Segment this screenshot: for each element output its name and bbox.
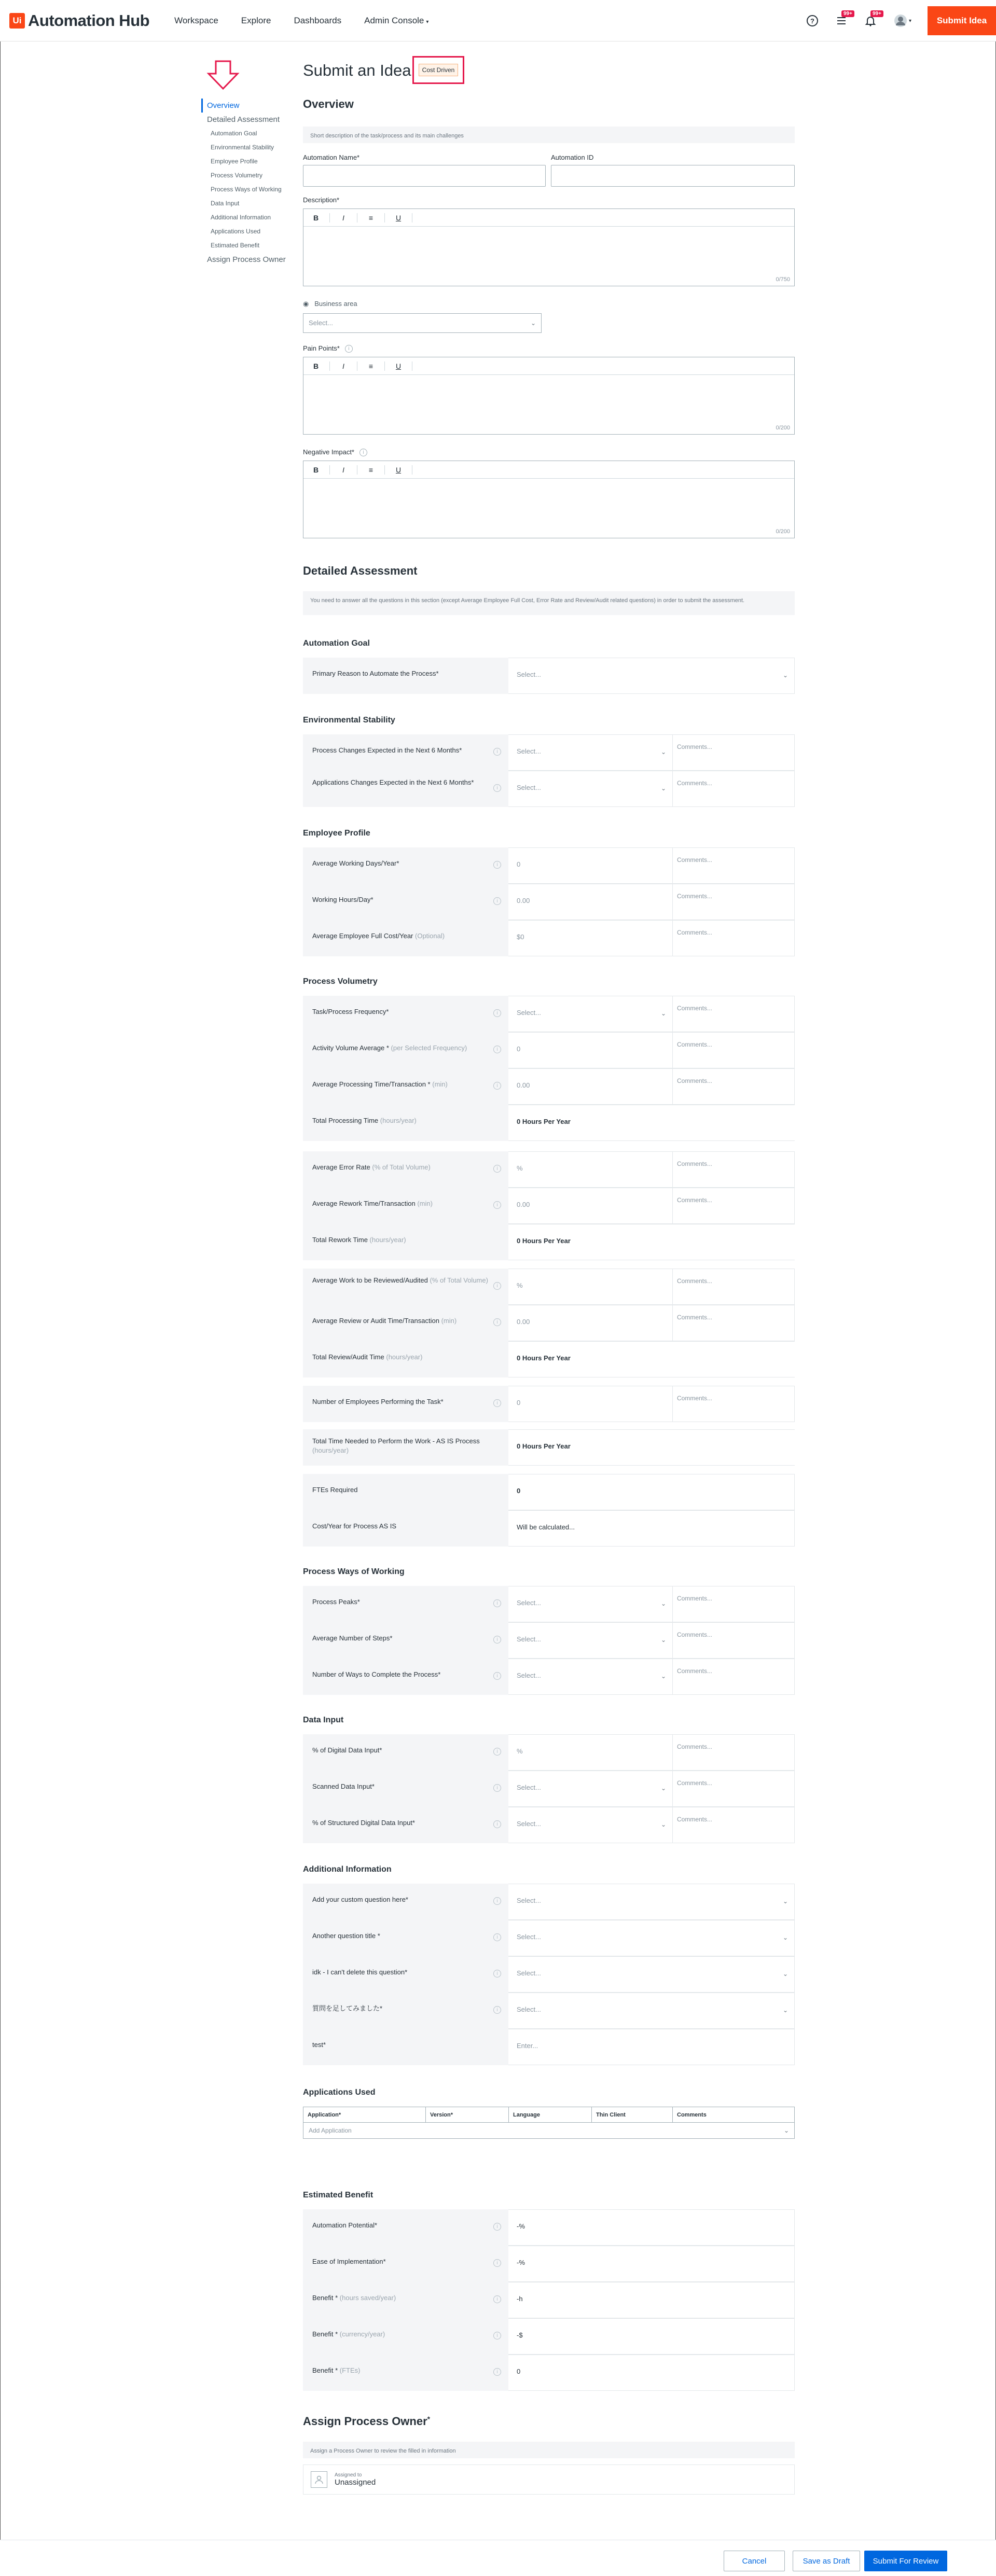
overview-title: Overview (303, 98, 354, 110)
comments-field[interactable]: Comments... (672, 1659, 795, 1695)
footer-bar (0, 2540, 996, 2576)
italic-button[interactable]: I (342, 361, 344, 370)
row-rework-time (303, 1188, 795, 1224)
question-label: idk - I can't delete this question* i (303, 1956, 508, 1993)
info-icon[interactable]: i (493, 2006, 501, 2014)
info-icon[interactable]: i (493, 1672, 501, 1680)
info-icon[interactable]: i (493, 748, 501, 756)
pain-points-editor[interactable] (303, 357, 795, 435)
chevron-down-icon: ⌄ (660, 785, 666, 792)
app-logo[interactable] (9, 11, 149, 30)
ease-implementation-value: -% (508, 2246, 795, 2282)
info-icon[interactable]: i (359, 449, 367, 456)
row-idk-question (303, 1956, 795, 1993)
submit-for-review-button[interactable]: Submit For Review (864, 2551, 947, 2571)
chevron-down-icon: ⌄ (660, 1785, 666, 1792)
question-label: Average Review or Audit Time/Transaction (min) i (303, 1305, 508, 1341)
chevron-down-icon: ⌄ (660, 1010, 666, 1017)
digital-input-field[interactable]: % (508, 1734, 672, 1771)
section-navigation (201, 99, 286, 267)
underline-button[interactable]: U (395, 361, 402, 370)
comments-field[interactable]: Comments... (672, 1386, 795, 1422)
test-question-input[interactable]: Enter... (508, 2029, 795, 2065)
automation-id-label: Automation ID (551, 154, 594, 161)
comments-field[interactable]: Comments... (672, 1068, 795, 1105)
description-counter: 0/750 (776, 276, 790, 283)
comments-field[interactable]: Comments... (672, 1771, 795, 1807)
user-placeholder-icon (311, 2471, 327, 2488)
row-total-review (303, 1341, 795, 1377)
list-button[interactable]: ≡ (368, 465, 374, 474)
question-label: Average Number of Steps* i (303, 1622, 508, 1659)
row-employees (303, 1386, 795, 1422)
cancel-button[interactable]: Cancel (724, 2551, 785, 2571)
sidebar-item-process-volumetry[interactable]: Process Volumetry (211, 172, 263, 179)
nav-dashboards[interactable]: Dashboards (294, 15, 342, 25)
info-icon[interactable]: i (493, 1399, 501, 1407)
info-icon[interactable]: i (493, 1282, 501, 1290)
row-benefit-hours (303, 2282, 795, 2318)
info-icon[interactable]: i (493, 2223, 501, 2231)
group-applications-used: Applications Used (303, 2088, 376, 2097)
structured-input-select[interactable]: Select... ⌄ (508, 1807, 672, 1843)
question-label: Add your custom question here* i (303, 1884, 508, 1920)
question-label: Activity Volume Average * (per Selected Frequency) i (303, 1032, 508, 1068)
svg-text:?: ? (810, 17, 814, 25)
info-icon[interactable]: i (493, 784, 501, 792)
chevron-down-icon: ⌄ (660, 1821, 666, 1828)
row-avg-steps (303, 1622, 795, 1659)
chevron-down-icon: ⌄ (660, 1600, 666, 1607)
underline-button[interactable]: U (395, 213, 402, 222)
info-icon[interactable]: i (493, 1970, 501, 1978)
question-label: Primary Reason to Automate the Process* (303, 658, 508, 694)
ftes-value: 0 (508, 1474, 795, 1510)
help-icon[interactable] (805, 13, 820, 28)
comments-field[interactable]: Comments... (672, 1807, 795, 1843)
info-icon[interactable]: i (493, 1748, 501, 1756)
top-navigation-bar (0, 0, 996, 41)
sidebar-item-automation-goal[interactable]: Automation Goal (211, 130, 257, 137)
negative-impact-toolbar (303, 461, 794, 479)
row-working-hours (303, 884, 795, 920)
comments-field[interactable]: Comments... (672, 1151, 795, 1188)
empty-cell (672, 1429, 795, 1466)
info-icon[interactable]: i (493, 1082, 501, 1090)
idk-question-select[interactable]: Select... ⌄ (508, 1956, 795, 1993)
question-label: Average Employee Full Cost/Year (Optional) (303, 920, 508, 956)
add-application-select[interactable]: Add Application ⌄ (309, 2127, 789, 2134)
column-language: Language (509, 2107, 592, 2122)
nav-explore[interactable]: Explore (241, 15, 271, 25)
question-label: Number of Ways to Complete the Process* i (303, 1659, 508, 1695)
question-label: Cost/Year for Process AS IS (303, 1510, 508, 1547)
column-application: Application* (303, 2107, 426, 2122)
question-label: Average Rework Time/Transaction (min) i (303, 1188, 508, 1224)
chevron-down-icon: ⌄ (782, 672, 788, 679)
comments-field[interactable]: Comments... (672, 847, 795, 884)
ways-complete-select[interactable]: Select... ⌄ (508, 1659, 672, 1695)
nav-admin-console[interactable]: Admin Console ▾ (364, 15, 429, 25)
overview-info: Short description of the task/process and its main challenges (303, 127, 795, 143)
info-icon[interactable]: i (493, 861, 501, 869)
tasks-icon[interactable] (834, 11, 852, 28)
frequency-select[interactable]: Select... ⌄ (508, 996, 672, 1032)
group-process-ways: Process Ways of Working (303, 1567, 405, 1576)
negative-impact-editor[interactable] (303, 461, 795, 538)
review-time-input[interactable]: 0.00 (508, 1305, 672, 1341)
assign-owner-info: Assign a Process Owner to review the filled in information (303, 2442, 795, 2458)
row-custom-question (303, 1884, 795, 1920)
info-icon[interactable]: i (493, 1009, 501, 1017)
page-title: Submit an Idea (303, 61, 411, 79)
jp-question-select[interactable]: Select... ⌄ (508, 1993, 795, 2029)
topbar-actions (805, 0, 996, 41)
pain-points-label: Pain Points* i (303, 344, 353, 353)
benefit-ftes-value: 0 (508, 2355, 795, 2391)
comments-field[interactable]: Comments... (672, 1734, 795, 1771)
question-label: % of Digital Data Input* i (303, 1734, 508, 1771)
process-changes-select[interactable]: Select... ⌄ (508, 734, 672, 771)
description-editor[interactable] (303, 208, 795, 286)
row-ease-implementation (303, 2246, 795, 2282)
sidebar-item-process-ways[interactable]: Process Ways of Working (211, 186, 282, 193)
question-label: Benefit * (FTEs) i (303, 2355, 508, 2391)
question-label: test* (303, 2029, 508, 2065)
chevron-down-icon: ⌄ (782, 1898, 788, 1905)
assigned-to-label: Assigned to (335, 2472, 362, 2478)
sidebar-item-detailed-assessment[interactable]: Detailed Assessment (207, 115, 280, 124)
question-label: Process Changes Expected in the Next 6 Months* i (303, 734, 508, 771)
chevron-down-icon: ⌄ (782, 1934, 788, 1941)
column-thin-client: Thin Client (592, 2107, 673, 2122)
pain-points-counter: 0/200 (776, 425, 790, 431)
row-process-changes (303, 734, 795, 771)
chevron-down-icon: ⌄ (530, 319, 536, 327)
question-label: Average Processing Time/Transaction * (min) i (303, 1068, 508, 1105)
question-label: Number of Employees Performing the Task* i (303, 1386, 508, 1422)
list-button[interactable]: ≡ (368, 361, 374, 370)
comments-field[interactable]: Comments... (672, 771, 795, 807)
question-label: Process Peaks* i (303, 1586, 508, 1622)
comments-field[interactable]: Comments... (672, 996, 795, 1032)
avg-steps-select[interactable]: Select... ⌄ (508, 1622, 672, 1659)
info-icon[interactable]: i (493, 1636, 501, 1644)
italic-button[interactable]: I (342, 213, 344, 222)
sidebar-item-assign-process-owner[interactable]: Assign Process Owner (207, 255, 286, 264)
comments-field[interactable]: Comments... (672, 1269, 795, 1305)
row-processing-time (303, 1068, 795, 1105)
question-label: Total Time Needed to Perform the Work - AS IS Process (hours/year) (303, 1429, 508, 1466)
benefit-currency-value: -$ (508, 2318, 795, 2355)
pain-points-toolbar (303, 357, 794, 375)
info-icon[interactable]: i (493, 1201, 501, 1209)
info-icon[interactable]: i (493, 1318, 501, 1326)
question-label: Total Processing Time (hours/year) (303, 1105, 508, 1141)
eye-icon: ◉ (303, 300, 309, 308)
total-time-value: 0 Hours Per Year (508, 1429, 672, 1466)
row-total-processing (303, 1105, 795, 1141)
bold-button[interactable]: B (313, 361, 319, 370)
save-draft-button[interactable]: Save as Draft (793, 2551, 860, 2571)
row-benefit-currency (303, 2318, 795, 2355)
empty-cell (672, 1341, 795, 1377)
negative-impact-counter: 0/200 (776, 528, 790, 535)
group-employee-profile: Employee Profile (303, 829, 370, 838)
info-icon[interactable]: i (493, 897, 501, 905)
question-label: Applications Changes Expected in the Next 6 Months* i (303, 771, 508, 807)
info-icon[interactable]: i (493, 1820, 501, 1828)
comments-field[interactable]: Comments... (672, 1032, 795, 1068)
process-peaks-select[interactable]: Select... ⌄ (508, 1586, 672, 1622)
question-label: Total Review/Audit Time (hours/year) (303, 1341, 508, 1377)
group-estimated-benefit: Estimated Benefit (303, 2191, 374, 2199)
row-structured-input (303, 1807, 795, 1843)
question-label: 質問を足してみました* i (303, 1993, 508, 2029)
question-label: Task/Process Frequency* i (303, 996, 508, 1032)
row-automation-potential (303, 2209, 795, 2246)
row-test-question (303, 2029, 795, 2065)
working-hours-input[interactable]: 0.00 (508, 884, 672, 920)
submit-idea-button[interactable]: Submit Idea (928, 6, 996, 35)
bold-button[interactable]: B (313, 213, 319, 222)
row-frequency (303, 996, 795, 1032)
comments-field[interactable]: Comments... (672, 1622, 795, 1659)
cost-driven-label: Cost Driven (419, 64, 459, 76)
row-primary-reason (303, 658, 795, 694)
question-label: Another question title * i (303, 1920, 508, 1956)
row-activity-volume (303, 1032, 795, 1068)
sidebar-item-overview[interactable]: Overview (201, 99, 286, 113)
scanned-input-select[interactable]: Select... ⌄ (508, 1771, 672, 1807)
employees-input[interactable]: 0 (508, 1386, 672, 1422)
nav-workspace[interactable]: Workspace (174, 15, 218, 25)
cost-year-value: Will be calculated... (508, 1510, 795, 1547)
comments-field[interactable]: Comments... (672, 1188, 795, 1224)
applications-table-header (303, 2107, 794, 2123)
row-working-days (303, 847, 795, 884)
group-environmental-stability: Environmental Stability (303, 716, 395, 725)
info-icon[interactable]: i (493, 1897, 501, 1905)
info-icon[interactable]: i (493, 2295, 501, 2303)
chevron-down-icon: ⌄ (782, 1970, 788, 1978)
chevron-down-icon: ⌄ (783, 2127, 789, 2134)
row-ftes (303, 1474, 795, 1510)
activity-volume-input[interactable]: 0 (508, 1032, 672, 1068)
question-label: Ease of Implementation* i (303, 2246, 508, 2282)
row-total-rework (303, 1224, 795, 1260)
processing-time-input[interactable]: 0.00 (508, 1068, 672, 1105)
info-icon[interactable]: i (493, 2368, 501, 2376)
applications-table (303, 2107, 795, 2139)
custom-question-select[interactable]: Select... ⌄ (508, 1884, 795, 1920)
logo-text: Automation Hub (28, 11, 150, 30)
working-days-input[interactable]: 0 (508, 847, 672, 884)
total-rework-value: 0 Hours Per Year (508, 1224, 672, 1260)
description-label: Description* (303, 196, 340, 204)
row-another-question (303, 1920, 795, 1956)
italic-button[interactable]: I (342, 465, 344, 474)
chevron-down-icon: ⌄ (660, 748, 666, 756)
question-label: Automation Potential* i (303, 2209, 508, 2246)
automation-name-input[interactable] (303, 165, 546, 187)
full-cost-input[interactable]: $0 (508, 920, 672, 956)
question-label: % of Structured Digital Data Input* i (303, 1807, 508, 1843)
group-additional-information: Additional Information (303, 1865, 392, 1874)
question-label: Working Hours/Day* i (303, 884, 508, 920)
assign-owner-title: Assign Process Owner* (303, 2415, 431, 2428)
automation-potential-value: -% (508, 2209, 795, 2246)
comments-field[interactable]: Comments... (672, 734, 795, 771)
info-icon[interactable]: i (493, 2259, 501, 2267)
info-icon[interactable]: i (493, 2332, 501, 2340)
automation-id-input[interactable] (551, 165, 795, 187)
primary-reason-select[interactable]: Select... ⌄ (508, 658, 795, 694)
row-process-peaks (303, 1586, 795, 1622)
benefit-hours-value: -h (508, 2282, 795, 2318)
notifications-badge: 99+ (870, 10, 883, 17)
logo-mark: Ui (9, 13, 25, 29)
row-reviewed-work (303, 1269, 795, 1305)
info-icon[interactable]: i (345, 345, 353, 353)
arrow-down-icon (206, 60, 240, 93)
row-full-cost (303, 920, 795, 956)
column-version: Version* (426, 2107, 509, 2122)
question-label: FTEs Required (303, 1474, 508, 1510)
assignee-name: Unassigned (335, 2478, 376, 2487)
total-processing-value: 0 Hours Per Year (508, 1105, 672, 1141)
main-nav (174, 16, 451, 26)
group-automation-goal: Automation Goal (303, 639, 370, 648)
info-icon[interactable]: i (493, 1165, 501, 1173)
bold-button[interactable]: B (313, 465, 319, 474)
row-scanned-input (303, 1771, 795, 1807)
row-total-time (303, 1429, 795, 1466)
description-toolbar (303, 209, 794, 227)
info-icon[interactable]: i (493, 1046, 501, 1053)
question-label: Average Working Days/Year* i (303, 847, 508, 884)
sidebar-item-employee-profile[interactable]: Employee Profile (211, 158, 258, 165)
question-label: Average Error Rate (% of Total Volume) i (303, 1151, 508, 1188)
business-area-select[interactable]: Select... ⌄ (303, 313, 542, 333)
row-jp-question (303, 1993, 795, 2029)
list-button[interactable]: ≡ (368, 213, 374, 222)
sidebar-item-applications-used[interactable]: Applications Used (211, 228, 261, 235)
question-label: Benefit * (hours saved/year) i (303, 2282, 508, 2318)
row-benefit-ftes (303, 2355, 795, 2391)
row-review-time (303, 1305, 795, 1341)
sidebar-item-additional-information[interactable]: Additional Information (211, 214, 271, 221)
comments-field[interactable]: Comments... (672, 920, 795, 956)
question-label: Total Rework Time (hours/year) (303, 1224, 508, 1260)
group-process-volumetry: Process Volumetry (303, 977, 378, 986)
notifications-icon[interactable] (863, 11, 881, 28)
comments-field[interactable]: Comments... (672, 884, 795, 920)
sidebar-item-estimated-benefit[interactable]: Estimated Benefit (211, 242, 260, 249)
rework-time-input[interactable]: 0.00 (508, 1188, 672, 1224)
sidebar-item-data-input[interactable]: Data Input (211, 200, 240, 207)
underline-button[interactable]: U (395, 465, 402, 474)
sidebar-item-environmental-stability[interactable]: Environmental Stability (211, 144, 274, 151)
detailed-assessment-title: Detailed Assessment (303, 564, 418, 577)
column-comments: Comments (677, 2112, 707, 2118)
comments-field[interactable]: Comments... (672, 1305, 795, 1341)
empty-cell (672, 1105, 795, 1141)
group-data-input: Data Input (303, 1716, 344, 1724)
info-icon[interactable]: i (493, 1599, 501, 1607)
row-app-changes (303, 771, 795, 807)
empty-cell (672, 1224, 795, 1260)
chevron-down-icon: ⌄ (660, 1673, 666, 1680)
negative-impact-label: Negative Impact* i (303, 448, 367, 456)
reviewed-work-input[interactable]: % (508, 1269, 672, 1305)
tasks-badge: 99+ (841, 10, 854, 17)
info-icon[interactable]: i (493, 1784, 501, 1792)
total-review-value: 0 Hours Per Year (508, 1341, 672, 1377)
error-rate-input[interactable]: % (508, 1151, 672, 1188)
another-question-select[interactable]: Select... ⌄ (508, 1920, 795, 1956)
detailed-assessment-info: You need to answer all the questions in this section (except Average Employee Full Cost, Error Rate and Review/Audit related questions) in order to submit the assessment. (303, 591, 795, 615)
cost-driven-tag[interactable] (412, 56, 464, 84)
row-digital-input (303, 1734, 795, 1771)
question-label: Average Work to be Reviewed/Audited (% of Total Volume) i (303, 1269, 508, 1305)
business-area-label: ◉ Business area (303, 300, 357, 308)
info-icon[interactable]: i (493, 1933, 501, 1941)
automation-name-label: Automation Name* (303, 154, 360, 161)
row-ways-complete (303, 1659, 795, 1695)
comments-field[interactable]: Comments... (672, 1586, 795, 1622)
avatar[interactable]: ▾ (892, 13, 913, 28)
process-owner-selector[interactable] (303, 2464, 795, 2495)
app-changes-select[interactable]: Select... ⌄ (508, 771, 672, 807)
chevron-down-icon: ⌄ (782, 2007, 788, 2014)
row-error-rate (303, 1151, 795, 1188)
owner-text (335, 2472, 376, 2487)
question-label: Scanned Data Input* i (303, 1771, 508, 1807)
question-label: Benefit * (currency/year) i (303, 2318, 508, 2355)
row-cost-year (303, 1510, 795, 1547)
chevron-down-icon: ⌄ (660, 1636, 666, 1644)
